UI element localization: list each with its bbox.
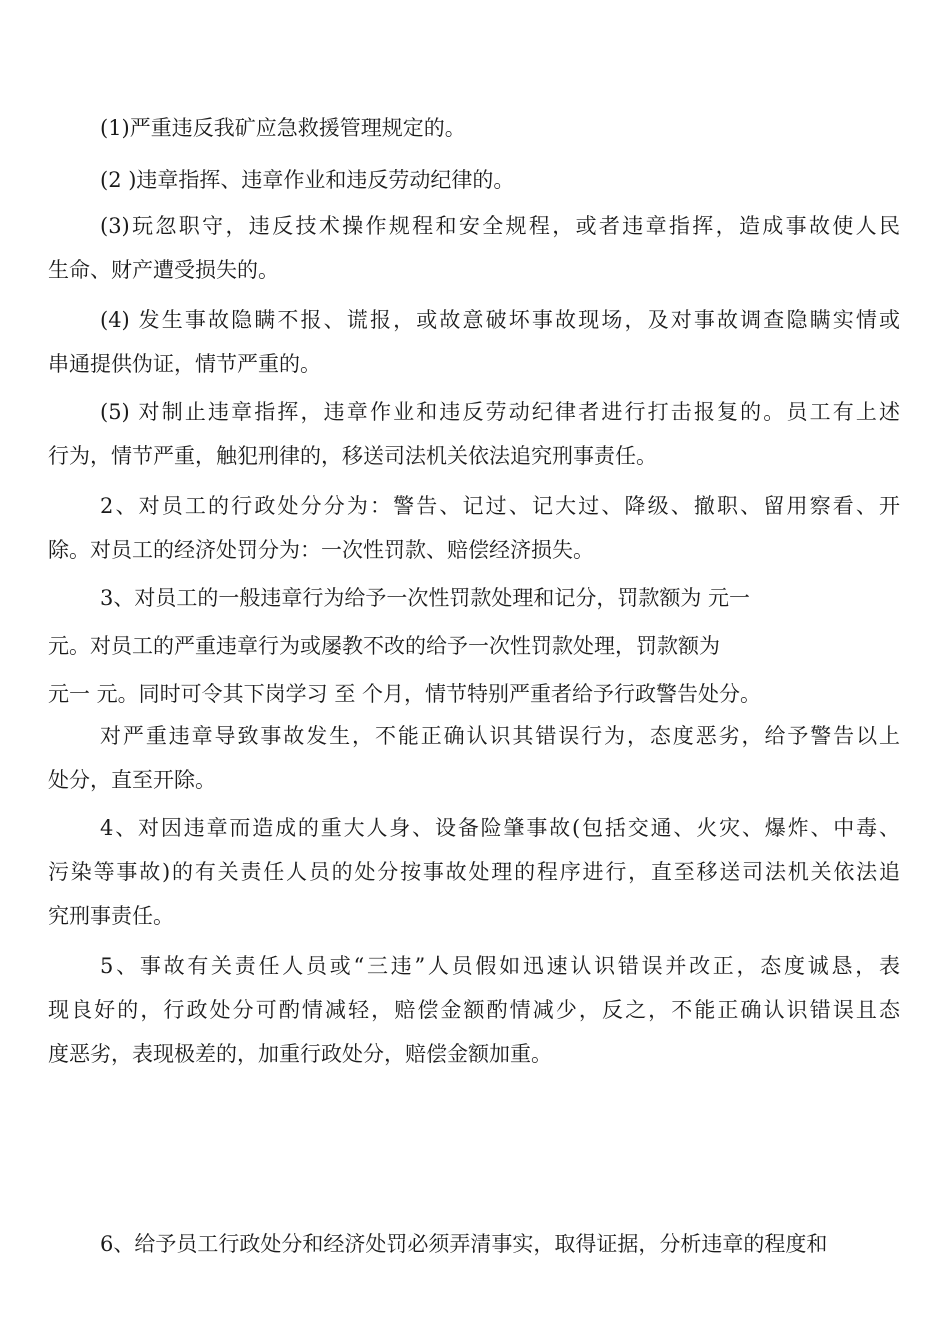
paragraph-6 [48,484,900,572]
paragraph-line: 处分，直至开除。 [48,768,216,792]
paragraph-line: 生命、财产遭受损失的。 [48,258,279,282]
paragraph-line: 行为，情节严重，触犯刑律的，移送司法机关依法追究刑事责任。 [48,444,657,468]
paragraph-7 [48,576,900,716]
paragraph-line: (5) 对制止违章指挥，违章作业和违反劳动纪律者进行打击报复的。员工有上述 [100,400,900,424]
paragraph-line: 元。对员工的严重违章行为或屡教不改的给予一次性罚款处理，罚款额为 [48,634,720,658]
paragraph-line: 6、给予员工行政处分和经济处罚必须弄清事实，取得证据，分析违章的程度和 [100,1232,828,1256]
paragraph-line: (2 )违章指挥、违章作业和违反劳动纪律的。 [100,168,515,192]
paragraph-line: 4、对因违章而造成的重大人身、设备险肇事故(包括交通、火灾、爆炸、中毒、 [100,816,900,840]
paragraph-line: 究刑事责任。 [48,904,174,928]
paragraph-line: 对严重违章导致事故发生，不能正确认识其错误行为，态度恶劣，给予警告以上 [100,724,900,748]
paragraph-4 [48,298,900,386]
paragraph-line: (3)玩忽职守，违反技术操作规程和安全规程，或者违章指挥，造成事故使人民 [100,214,900,238]
paragraph-3 [48,204,900,292]
paragraph-5 [48,390,900,478]
paragraph-11 [48,1222,900,1266]
paragraph-line: 现良好的，行政处分可酌情减轻，赔偿金额酌情减少，反之，不能正确认识错误且态 [48,998,900,1022]
paragraph-line: 除。对员工的经济处罚分为：一次性罚款、赔偿经济损失。 [48,538,594,562]
paragraph-1 [48,106,900,150]
paragraph-line: 串通提供伪证，情节严重的。 [48,352,321,376]
paragraph-line: 元一 元。同时可令其下岗学习 至 个月，情节特别严重者给予行政警告处分。 [48,682,762,706]
paragraph-line: 3、对员工的一般违章行为给予一次性罚款处理和记分，罚款额为 元一 [100,586,751,610]
paragraph-line: (4) 发生事故隐瞒不报、谎报，或故意破坏事故现场，及对事故调查隐瞒实情或 [100,308,900,332]
paragraph-line: 5、事故有关责任人员或“三违”人员假如迅速认识错误并改正，态度诚恳，表 [100,954,900,978]
paragraph-2 [48,158,900,202]
paragraph-line: 2、对员工的行政处分分为：警告、记过、记大过、降级、撤职、留用察看、开 [100,494,900,518]
paragraph-line: 度恶劣，表现极差的，加重行政处分，赔偿金额加重。 [48,1042,552,1066]
paragraph-line: (1)严重违反我矿应急救援管理规定的。 [100,116,466,140]
paragraph-8 [48,714,900,802]
paragraph-line: 污染等事故)的有关责任人员的处分按事故处理的程序进行，直至移送司法机关依法追 [48,860,900,884]
paragraph-9 [48,806,900,938]
paragraph-10 [48,944,900,1076]
